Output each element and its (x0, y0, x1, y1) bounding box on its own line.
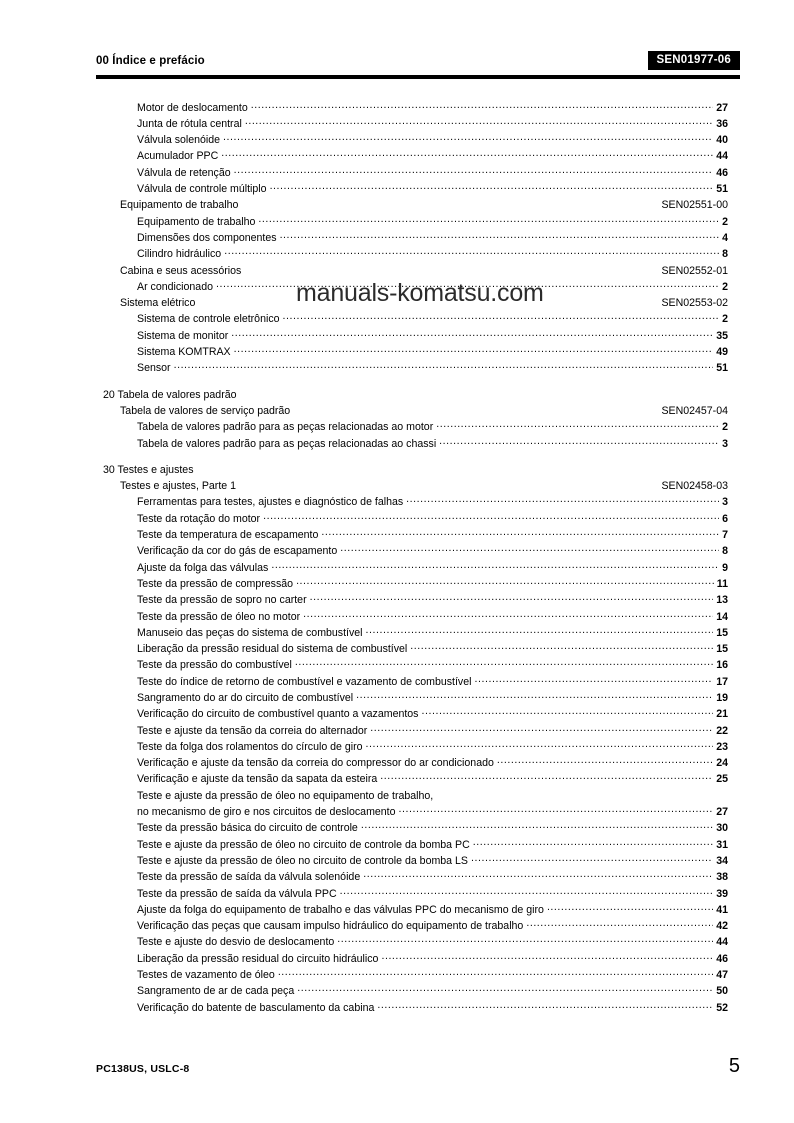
toc-entry[interactable] (0, 919, 794, 935)
toc-entry-label: no mecanismo de giro e nos circuitos de deslocamento (137, 806, 396, 819)
toc-entry-page-number: 2 (722, 313, 728, 326)
toc-leader-dots (198, 296, 658, 307)
toc-entry-page-number: 46 (716, 952, 728, 965)
toc-entry-inner (137, 544, 728, 558)
toc-entry[interactable] (0, 230, 794, 246)
toc-entry-inner (137, 247, 728, 261)
toc-entry[interactable] (0, 837, 794, 853)
toc-entry-inner (137, 214, 728, 228)
toc-entry[interactable] (0, 625, 794, 641)
toc-entry-inner (137, 870, 728, 884)
toc-entry-page-number: 46 (716, 166, 728, 179)
toc-entry-page-number: 44 (716, 936, 728, 949)
toc-entry-page-number: 52 (716, 1001, 728, 1014)
toc-entry-inner (137, 279, 728, 293)
toc-leader-dots (497, 756, 713, 767)
toc-entry-label: Teste da pressão básica do circuito de controle (137, 822, 358, 835)
toc-entry[interactable] (0, 739, 794, 755)
toc-entry-page-number: 36 (716, 117, 728, 130)
toc-leader-dots (221, 149, 713, 160)
toc-entry-inner (137, 821, 728, 835)
toc-entry-label: Testes e ajustes, Parte 1 (120, 480, 237, 493)
toc-entry-label: Válvula de controle múltiplo (137, 183, 267, 196)
toc-entry-inner (137, 642, 728, 656)
toc-entry-page-number: 13 (716, 594, 728, 607)
toc-entry[interactable] (0, 436, 794, 452)
toc-entry-label: Verificação do circuito de combustível quanto a vazamentos (137, 708, 419, 721)
toc-entry-label: Tabela de valores padrão para as peças relacionadas ao motor (137, 421, 434, 434)
toc-entry-page-number: 7 (722, 529, 728, 542)
toc-entry[interactable] (0, 247, 794, 263)
toc-entry-label: Liberação da pressão residual do circuito hidráulico (137, 952, 379, 965)
toc-entry[interactable] (0, 511, 794, 527)
toc-entry-inner (137, 658, 728, 672)
toc-leader-dots (297, 984, 713, 995)
toc-entry-inner (137, 707, 728, 721)
toc-entry-inner (137, 100, 728, 114)
toc-entry-page-number: 15 (716, 626, 728, 639)
toc-entry-page-number: 21 (716, 708, 728, 721)
toc-entry-page-number: 4 (722, 231, 728, 244)
toc-entry[interactable] (0, 165, 794, 181)
toc-leader-dots (399, 804, 714, 815)
toc-entry-label: Equipamento de trabalho (120, 199, 239, 212)
toc-leader-dots (263, 511, 719, 522)
toc-entry[interactable] (0, 935, 794, 951)
toc-leader-dots (270, 181, 714, 192)
toc-entry[interactable] (0, 690, 794, 706)
toc-entry-inner (120, 263, 728, 277)
toc-entry[interactable] (0, 576, 794, 592)
page-header (96, 55, 740, 81)
toc-leader-dots (436, 788, 727, 799)
toc-entry-inner (137, 149, 728, 163)
toc-leader-dots (340, 886, 714, 897)
toc-entry-sen-code: SEN02457-04 (661, 404, 728, 417)
toc-entry-sen-code: SEN02458-03 (661, 480, 728, 493)
toc-leader-dots (377, 1000, 713, 1011)
toc-leader-dots (278, 967, 713, 978)
toc-entry[interactable] (0, 593, 794, 609)
toc-leader-dots (231, 328, 713, 339)
page-footer (96, 1055, 740, 1095)
toc-entry-inner (120, 479, 728, 493)
toc-entry[interactable] (0, 181, 794, 197)
toc-leader-dots (381, 951, 713, 962)
toc-entry[interactable] (0, 387, 794, 403)
toc-entry-page-number: 15 (716, 643, 728, 656)
toc-entry[interactable] (0, 420, 794, 436)
toc-leader-dots (421, 707, 713, 718)
toc-entry-label: Motor de deslocamento (137, 101, 248, 114)
toc-entry-label: Teste da folga dos rolamentos do círculo de giro (137, 740, 363, 753)
toc-entry-inner (137, 804, 728, 818)
toc-leader-dots (240, 387, 727, 398)
toc-entry[interactable] (0, 853, 794, 869)
toc-entry-inner (137, 133, 728, 147)
toc-entry-label: Teste da pressão de compressão (137, 577, 294, 590)
toc-leader-dots (258, 214, 719, 225)
toc-entry-label: Sistema de monitor (137, 329, 229, 342)
toc-entry-label: Tabela de valores padrão para as peças relacionadas ao chassi (137, 437, 437, 450)
toc-entry-inner (137, 230, 728, 244)
toc-entry-inner (137, 609, 728, 623)
toc-entry-inner (103, 387, 728, 401)
toc-entry-label: Cilindro hidráulico (137, 248, 222, 261)
toc-entry-label: Teste da temperatura de escapamento (137, 529, 319, 542)
toc-entry-label: Sistema elétrico (120, 297, 196, 310)
toc-leader-dots (363, 870, 713, 881)
toc-entry-page-number: 6 (722, 512, 728, 525)
toc-entry[interactable] (0, 560, 794, 576)
footer-model-label: PC138US, USLC-8 (96, 1063, 190, 1075)
toc-entry[interactable] (0, 479, 794, 495)
watermark: manuals-komatsu.com (296, 279, 544, 307)
toc-entry-inner (137, 527, 728, 541)
toc-entry-label: Verificação e ajuste da tensão da sapata da esteira (137, 773, 378, 786)
toc-entry-label: Acumulador PPC (137, 150, 219, 163)
toc-entry[interactable] (0, 886, 794, 902)
toc-entry-page-number: 47 (716, 969, 728, 982)
footer-page-number: 5 (728, 1055, 740, 1077)
toc-entry-inner (137, 344, 728, 358)
toc-entry[interactable] (0, 756, 794, 772)
toc-entry[interactable] (0, 804, 794, 820)
document-code-badge: SEN01977-06 (648, 51, 740, 70)
toc-leader-dots (337, 935, 713, 946)
toc-leader-dots (310, 593, 714, 604)
toc-leader-dots (271, 560, 719, 571)
toc-leader-dots (293, 403, 658, 414)
toc-leader-dots (245, 116, 713, 127)
toc-entry-page-number: 44 (716, 150, 728, 163)
toc-entry[interactable] (0, 544, 794, 560)
toc-entry-inner (103, 462, 728, 476)
toc-entry-label: Sangramento de ar de cada peça (137, 985, 295, 998)
toc-entry-label: Dimensões dos componentes (137, 231, 277, 244)
toc-leader-dots (361, 821, 713, 832)
toc-leader-dots (366, 739, 714, 750)
toc-entry-page-number: 16 (716, 659, 728, 672)
toc-entry-page-number: 3 (722, 496, 728, 509)
toc-entry-inner (120, 296, 728, 310)
toc-entry[interactable] (0, 263, 794, 279)
toc-entry[interactable] (0, 870, 794, 886)
page-header-title: 00 Índice e prefácio (96, 55, 205, 67)
toc-entry-label: Válvula de retenção (137, 166, 231, 179)
toc-entry[interactable] (0, 149, 794, 165)
toc-leader-dots (223, 133, 713, 144)
toc-leader-dots (174, 361, 714, 372)
toc-entry-inner (137, 328, 728, 342)
toc-entry-label: Teste e ajuste da tensão da correia do alternador (137, 724, 368, 737)
toc-entry[interactable] (0, 312, 794, 328)
toc-leader-dots (366, 625, 714, 636)
toc-entry-label: Liberação da pressão residual do sistema de combustível (137, 643, 408, 656)
toc-entry[interactable] (0, 296, 794, 312)
toc-entry-label: Verificação e ajuste da tensão da correia do compressor do ar condicionado (137, 757, 494, 770)
toc-entry[interactable] (0, 1000, 794, 1016)
toc-entry-page-number: 11 (716, 577, 728, 590)
toc-entry-inner (137, 690, 728, 704)
toc-entry-page-number: 22 (716, 724, 728, 737)
toc-entry-page-number: 14 (716, 610, 728, 623)
toc-entry-label: Teste da pressão do combustível (137, 659, 292, 672)
toc-leader-dots (241, 198, 658, 209)
toc-entry[interactable] (0, 495, 794, 511)
toc-entry-sen-code: SEN02552-01 (661, 264, 728, 277)
toc-entry-page-number: 30 (716, 822, 728, 835)
toc-spacer (0, 377, 794, 387)
toc-entry[interactable] (0, 100, 794, 116)
toc-leader-dots (473, 837, 713, 848)
toc-leader-dots (340, 544, 719, 555)
toc-leader-dots (197, 462, 728, 473)
toc-entry-inner (137, 361, 728, 375)
toc-entry-sen-code: SEN02553-02 (661, 297, 728, 310)
toc-entry-page-number: 9 (722, 561, 728, 574)
toc-entry-page-number: 31 (716, 838, 728, 851)
toc-entry-label: Sangramento do ar do circuito de combustível (137, 691, 354, 704)
toc-entry-inner (137, 886, 728, 900)
toc-entry-inner (137, 756, 728, 770)
header-rule (96, 75, 740, 79)
toc-entry-label: Sistema KOMTRAX (137, 346, 231, 359)
toc-entry-inner (137, 902, 728, 916)
toc-leader-dots (239, 479, 658, 490)
toc-entry-label: Teste da rotação do motor (137, 512, 261, 525)
toc-entry[interactable] (0, 951, 794, 967)
toc-entry[interactable] (0, 707, 794, 723)
toc-entry-page-number: 2 (722, 215, 728, 228)
toc-entry-label: Verificação da cor do gás de escapamento (137, 545, 338, 558)
toc-entry-page-number: 27 (716, 101, 728, 114)
toc-entry[interactable] (0, 279, 794, 295)
toc-entry-page-number: 24 (716, 757, 728, 770)
toc-entry-label: Teste e ajuste do desvio de deslocamento (137, 936, 335, 949)
toc-entry-inner (137, 576, 728, 590)
toc-leader-dots (296, 576, 714, 587)
toc-entry-inner (137, 420, 728, 434)
toc-entry-page-number: 8 (722, 545, 728, 558)
toc-entry-inner (120, 198, 728, 212)
toc-entry-label: Ar condicionado (137, 280, 213, 293)
toc-entry-inner (137, 436, 728, 450)
toc-entry[interactable] (0, 527, 794, 543)
toc-leader-dots (380, 772, 713, 783)
toc-leader-dots (406, 495, 719, 506)
toc-entry-inner (137, 181, 728, 195)
toc-entry[interactable] (0, 658, 794, 674)
toc-entry[interactable] (0, 642, 794, 658)
toc-leader-dots (295, 658, 713, 669)
toc-leader-dots (356, 690, 713, 701)
toc-leader-dots (224, 247, 719, 258)
toc-entry-inner (137, 312, 728, 326)
toc-entry-inner (137, 919, 728, 933)
toc-entry-inner (137, 625, 728, 639)
toc-entry-inner (137, 935, 728, 949)
toc-leader-dots (234, 344, 714, 355)
toc-entry-page-number: 41 (716, 903, 728, 916)
toc-entry[interactable] (0, 462, 794, 478)
toc-entry-inner (137, 837, 728, 851)
toc-entry[interactable] (0, 133, 794, 149)
toc-entry-page-number: 39 (716, 887, 728, 900)
toc-entry-inner (137, 951, 728, 965)
toc-entry[interactable] (0, 674, 794, 690)
toc-entry-page-number: 50 (716, 985, 728, 998)
toc-entry-inner (137, 723, 728, 737)
toc-leader-dots (370, 723, 713, 734)
toc-leader-dots (526, 919, 713, 930)
toc-entry[interactable] (0, 609, 794, 625)
toc-entry[interactable] (0, 344, 794, 360)
toc-entry-page-number: 23 (716, 740, 728, 753)
toc-leader-dots (436, 420, 719, 431)
toc-entry-page-number: 38 (716, 871, 728, 884)
toc-entry-label: Ajuste da folga do equipamento de trabalho e das válvulas PPC do mecanismo de giro (137, 903, 544, 916)
toc-entry-label: Teste do índice de retorno de combustível e vazamento de combustível (137, 675, 472, 688)
toc-entry-page-number: 51 (716, 183, 728, 196)
toc-entry[interactable] (0, 772, 794, 788)
toc-entry-label: Teste da pressão de sopro no carter (137, 594, 307, 607)
toc-entry-label: Cabina e seus acessórios (120, 264, 242, 277)
toc-entry-sen-code: SEN02551-00 (661, 199, 728, 212)
table-of-contents (0, 100, 794, 1016)
toc-entry-page-number: 25 (716, 773, 728, 786)
toc-entry-label: Verificação das peças que causam impulso hidráulico do equipamento de trabalho (137, 920, 524, 933)
toc-entry-label: 30 Testes e ajustes (103, 463, 194, 476)
toc-entry-inner (137, 495, 728, 509)
toc-entry-page-number: 3 (722, 437, 728, 450)
toc-entry-inner (137, 1000, 728, 1014)
toc-entry[interactable] (0, 821, 794, 837)
toc-entry[interactable] (0, 361, 794, 377)
toc-spacer (0, 452, 794, 462)
toc-entry-page-number: 19 (716, 691, 728, 704)
toc-entry-inner (137, 984, 728, 998)
toc-entry-label: Teste da pressão de saída da válvula solenóide (137, 871, 361, 884)
toc-entry-page-number: 49 (716, 346, 728, 359)
toc-entry-inner (120, 403, 728, 417)
toc-entry-label: Testes de vazamento de óleo (137, 969, 275, 982)
toc-leader-dots (283, 312, 720, 323)
toc-entry-label: Sistema de controle eletrônico (137, 313, 280, 326)
toc-leader-dots (547, 902, 713, 913)
toc-leader-dots (410, 642, 713, 653)
toc-entry-inner (137, 853, 728, 867)
toc-entry-page-number: 34 (716, 854, 728, 867)
toc-leader-dots (303, 609, 713, 620)
toc-entry-inner (137, 165, 728, 179)
toc-entry-page-number: 27 (716, 806, 728, 819)
toc-entry[interactable] (0, 198, 794, 214)
toc-entry-inner (137, 772, 728, 786)
toc-entry-label: Teste e ajuste da pressão de óleo no equipamento de trabalho, (137, 789, 434, 802)
toc-leader-dots (234, 165, 714, 176)
toc-leader-dots (251, 100, 713, 111)
toc-entry-label: Sensor (137, 362, 171, 375)
toc-entry-label: Tabela de valores de serviço padrão (120, 404, 291, 417)
toc-entry[interactable] (0, 902, 794, 918)
toc-entry[interactable] (0, 967, 794, 983)
toc-leader-dots (244, 263, 658, 274)
toc-entry[interactable] (0, 788, 794, 804)
toc-entry-inner (137, 739, 728, 753)
toc-entry-page-number: 8 (722, 248, 728, 261)
toc-entry-label: 20 Tabela de valores padrão (103, 388, 237, 401)
toc-leader-dots (439, 436, 719, 447)
toc-entry[interactable] (0, 214, 794, 230)
toc-entry-page-number: 2 (722, 280, 728, 293)
toc-entry[interactable] (0, 403, 794, 419)
toc-leader-dots (216, 279, 719, 290)
toc-entry-inner (137, 116, 728, 130)
toc-entry-label: Manuseio das peças do sistema de combustível (137, 626, 363, 639)
toc-entry-inner (137, 593, 728, 607)
toc-entry-label: Verificação do batente de basculamento da cabina (137, 1001, 375, 1014)
toc-entry[interactable] (0, 328, 794, 344)
toc-leader-dots (474, 674, 713, 685)
toc-entry-page-number: 35 (716, 329, 728, 342)
toc-entry-label: Ajuste da folga das válvulas (137, 561, 269, 574)
toc-entry-label: Teste e ajuste da pressão de óleo no circuito de controle da bomba LS (137, 854, 468, 867)
toc-entry-inner (137, 560, 728, 574)
toc-entry-label: Ferramentas para testes, ajustes e diagnóstico de falhas (137, 496, 404, 509)
toc-entry-label: Teste da pressão de saída da válvula PPC (137, 887, 337, 900)
toc-leader-dots (471, 853, 713, 864)
toc-entry-label: Válvula solenóide (137, 134, 221, 147)
toc-entry-label: Junta de rótula central (137, 117, 242, 130)
toc-entry-page-number: 42 (716, 920, 728, 933)
toc-entry-inner (137, 511, 728, 525)
toc-entry-label: Equipamento de trabalho (137, 215, 256, 228)
toc-entry-page-number: 2 (722, 421, 728, 434)
toc-entry-page-number: 51 (716, 362, 728, 375)
toc-entry-label: Teste da pressão de óleo no motor (137, 610, 301, 623)
toc-entry-inner (137, 967, 728, 981)
toc-entry[interactable] (0, 723, 794, 739)
toc-leader-dots (280, 230, 720, 241)
toc-leader-dots (321, 527, 719, 538)
toc-entry-page-number: 40 (716, 134, 728, 147)
toc-entry-page-number: 17 (716, 675, 728, 688)
toc-entry-inner (137, 674, 728, 688)
toc-entry[interactable] (0, 116, 794, 132)
toc-entry-inner (137, 788, 728, 802)
toc-entry[interactable] (0, 984, 794, 1000)
toc-entry-label: Teste e ajuste da pressão de óleo no circuito de controle da bomba PC (137, 838, 470, 851)
